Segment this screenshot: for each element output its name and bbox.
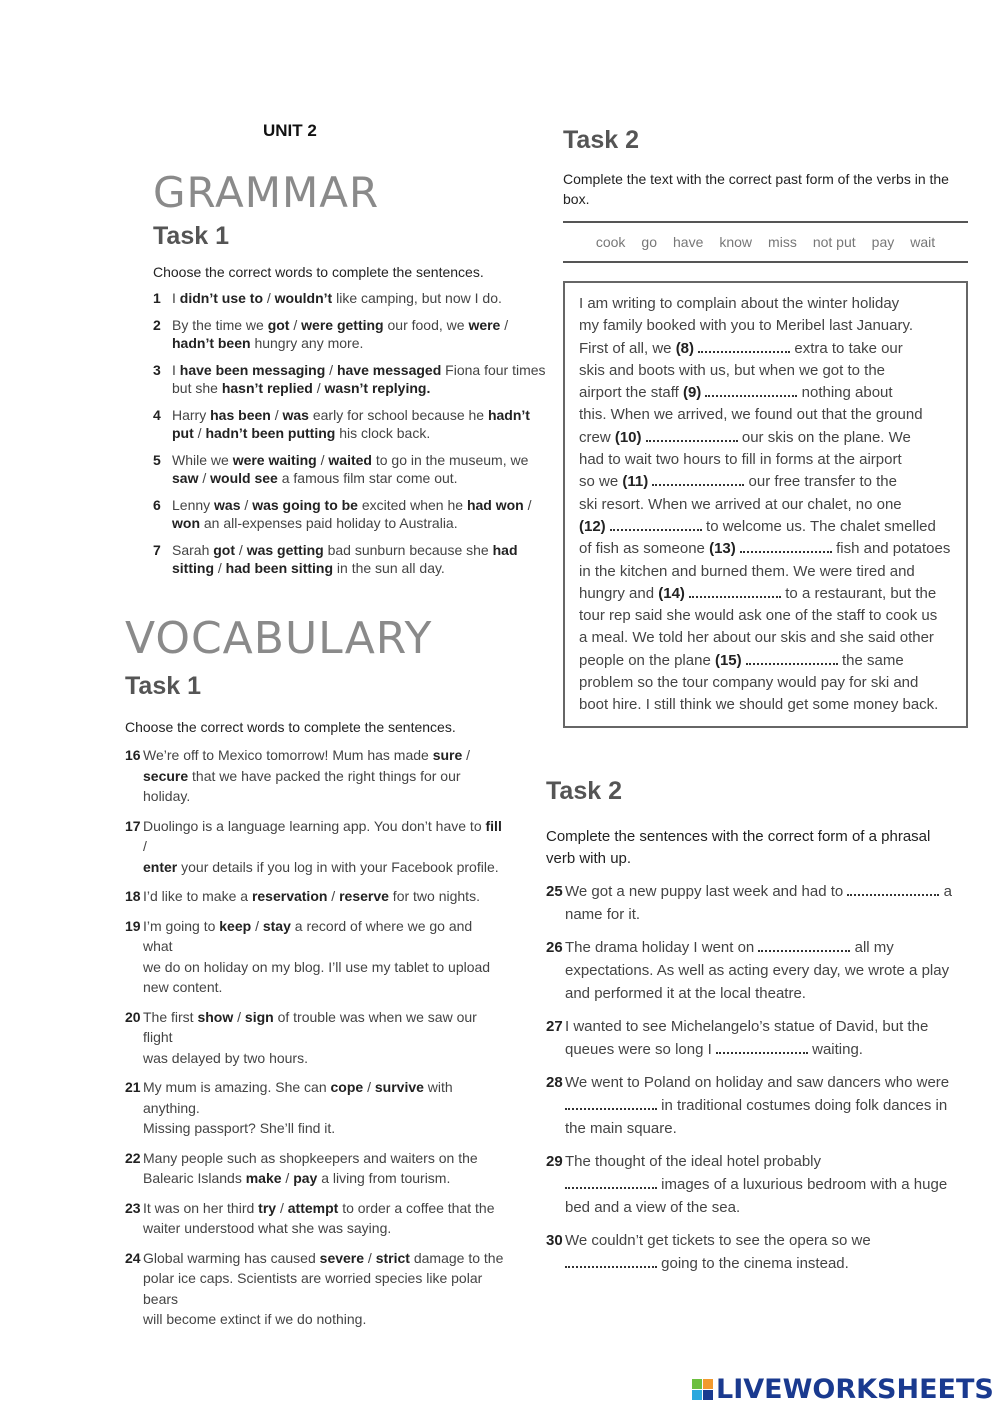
item-text: By the time we got / were getting our food, we were / hadn’t been hungry any more. [172, 316, 509, 351]
phrasal-list [546, 880, 966, 1285]
item-number: 29 [546, 1153, 563, 1170]
item-number: 25 [546, 883, 563, 900]
verb-word: pay [871, 234, 895, 250]
item-text: We got a new puppy last week and had to a name for it. [565, 883, 952, 923]
exercise-item-22 [125, 1148, 505, 1189]
answer-blank[interactable] [740, 539, 832, 553]
verb-word-box [563, 221, 968, 263]
exercise-item-27 [546, 1015, 966, 1061]
exercise-item-26 [546, 936, 966, 1005]
liveworksheets-logo[interactable] [692, 1374, 994, 1405]
answer-blank[interactable] [565, 1175, 657, 1189]
verb-word: have [673, 234, 704, 250]
answer-blank[interactable] [652, 472, 744, 486]
exercise-item-28 [546, 1071, 966, 1140]
answer-blank[interactable] [565, 1096, 657, 1110]
item-text: We’re off to Mexico tomorrow! Mum has made sure / secure that we have packed the right things for our holiday. [143, 747, 471, 804]
answer-blank[interactable] [758, 938, 850, 952]
verb-word: cook [595, 234, 626, 250]
grammar-task-heading: Task 1 [153, 222, 229, 250]
task2-phrasal-instruction: Complete the sentences with the correct form of a phrasal verb with up. [546, 828, 931, 867]
answer-blank[interactable] [610, 517, 702, 531]
letter-text-box: I am writing to complain about the winter holiday my family booked with you to Meribel last January. First of all, we (8) extra to take our skis and boots with us, but when we got to the airport the staff (9) nothing about this. When we arrived, we found out that the ground crew (10) our skis on the plane. We had to wait two hours to fill in forms at the airport so we (11) our free transfer to the ski resort. When we arrived at our chalet, no one (12) to welcome us. The chalet smelled of fish as someone (13) fish and potatoes in the kitchen and burned them. We were tired and hungry and (14) to a restaurant, but the tour rep said she would ask one of the staff to cook us a meal. We told her about our skis and she said other people on the plane (15) the same problem so the tour company would pay for ski and boot hire. I still think we should get some money back. [563, 281, 968, 728]
task2-phrasal-heading: Task 2 [546, 777, 622, 805]
answer-blank[interactable] [565, 1254, 657, 1268]
item-text: Duolingo is a language learning app. You don’t have to fill / enter your details if you log in with your Facebook profile. [143, 817, 502, 875]
exercise-item-18 [125, 886, 505, 907]
exercise-item-24 [125, 1248, 505, 1330]
item-text: It was on her third try / attempt to order a coffee that the waiter understood what she was saying. [143, 1199, 495, 1236]
item-text: The drama holiday I went on all my expectations. As well as acting every day, we wrote a play and performed it at the local theatre. [565, 939, 950, 1002]
item-text: Many people such as shopkeepers and waiters on the Balearic Islands make / pay a living from tourism. [143, 1149, 478, 1186]
vocabulary-list [125, 745, 505, 1339]
answer-blank[interactable] [689, 584, 781, 598]
item-number: 19 [125, 917, 141, 934]
item-number: 16 [125, 747, 141, 763]
item-number: 3 [153, 361, 161, 378]
answer-blank[interactable] [705, 383, 797, 397]
vocabulary-task-heading: Task 1 [125, 672, 201, 700]
item-text: The first show / sign of trouble was when we saw our flight was delayed by two hours. [143, 1008, 477, 1066]
item-number: 21 [125, 1079, 141, 1095]
item-text: I didn’t use to / wouldn’t like camping, but now I do. [172, 290, 502, 306]
exercise-item-23 [125, 1198, 505, 1239]
exercise-item-21 [125, 1077, 505, 1139]
exercise-item-25 [546, 880, 966, 926]
item-number: 5 [153, 451, 161, 468]
item-number: 24 [125, 1249, 141, 1266]
item-number: 20 [125, 1008, 141, 1025]
brand-name: LIVEWORKSHEETS [716, 1374, 994, 1405]
item-text: I have been messaging / have messaged Fiona four times but she hasn’t replied / wasn’t replying. [172, 361, 546, 396]
item-text: I’m going to keep / stay a record of where we go and what we do on holiday on my blog. I’ll use my tablet to upload new content. [143, 917, 491, 995]
answer-blank[interactable] [698, 339, 790, 353]
answer-blank[interactable] [847, 882, 939, 896]
item-text: The thought of the ideal hotel probably images of a luxurious bedroom with a huge bed and a view of the sea. [565, 1153, 948, 1216]
item-number: 22 [125, 1149, 141, 1166]
exercise-item-16 [125, 745, 505, 807]
item-text: Lenny was / was going to be excited when he had won / won an all-expenses paid holiday to Australia. [172, 496, 532, 531]
item-number: 4 [153, 406, 161, 423]
verb-word: miss [768, 234, 797, 250]
liveworksheets-logo-icon [692, 1379, 714, 1401]
item-text: My mum is amazing. She can cope / survive with anything. Missing passport? She’ll find it. [143, 1079, 453, 1136]
item-text: Harry has been / was early for school because he hadn’t put / hadn’t been putting his clock back. [172, 406, 530, 441]
vocabulary-instruction: Choose the correct words to complete the sentences. [125, 719, 456, 735]
item-number: 30 [546, 1232, 563, 1249]
answer-blank[interactable] [746, 651, 838, 665]
item-number: 18 [125, 888, 141, 904]
task2-text-heading: Task 2 [563, 126, 639, 154]
item-number: 17 [125, 817, 141, 834]
grammar-section [153, 262, 546, 592]
item-number: 7 [153, 541, 161, 558]
item-number: 26 [546, 939, 563, 956]
vocabulary-title: VOCABULARY [125, 613, 433, 664]
item-number: 1 [153, 290, 161, 306]
answer-blank[interactable] [646, 428, 738, 442]
item-text: I wanted to see Michelangelo’s statue of David, but the queues were so long I waiting. [565, 1018, 929, 1058]
exercise-item-19 [125, 916, 505, 998]
item-number: 23 [125, 1199, 141, 1216]
exercise-item-30 [546, 1229, 966, 1275]
verb-word: know [719, 234, 753, 250]
exercise-item-20 [125, 1007, 505, 1069]
item-text: I’d like to make a reservation / reserve for two nights. [143, 888, 480, 904]
unit-label: UNIT 2 [263, 121, 317, 140]
grammar-title: GRAMMAR [153, 168, 380, 217]
item-text: We couldn’t get tickets to see the opera so we going to the cinema instead. [565, 1232, 871, 1272]
exercise-item-17 [125, 816, 505, 878]
task2-text-instruction: Complete the text with the correct past form of the verbs in the box. [563, 171, 949, 207]
item-text: Sarah got / was getting bad sunburn because she had sitting / had been sitting in the sun all day. [172, 541, 518, 576]
item-text: Global warming has caused severe / strict damage to the polar ice caps. Scientists are worried species like polar bears will become extinct if we do nothing. [143, 1249, 504, 1327]
verb-word: not put [812, 234, 856, 250]
item-number: 2 [153, 316, 161, 333]
verb-word: go [641, 234, 657, 250]
verb-word: wait [910, 234, 936, 250]
answer-blank[interactable] [716, 1040, 808, 1054]
item-number: 28 [546, 1074, 563, 1091]
item-number: 27 [546, 1018, 563, 1035]
item-text: While we were waiting / waited to go in the museum, we saw / would see a famous film star come out. [172, 451, 529, 486]
grammar-instruction: Choose the correct words to complete the sentences. [153, 264, 484, 280]
exercise-item-29 [546, 1150, 966, 1219]
item-number: 6 [153, 496, 161, 513]
item-text: We went to Poland on holiday and saw dancers who were in traditional costumes doing folk dances in the main square. [565, 1074, 950, 1137]
